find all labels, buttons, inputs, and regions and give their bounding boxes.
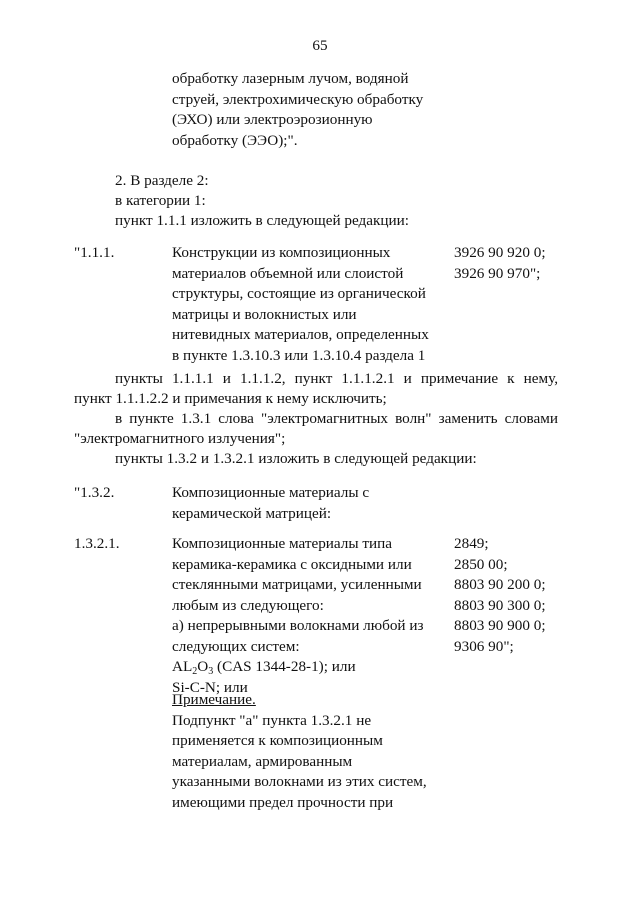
tnved-code: 3926 90 920 0;	[454, 244, 546, 261]
amendment-line: пункты 1.1.1.1 и 1.1.1.2, пункт 1.1.1.2.1 и примечание к нему,	[115, 370, 558, 387]
description-line: в пункте 1.3.10.3 или 1.3.10.4 раздела 1	[172, 346, 426, 364]
amendment-line: "электромагнитного излучения";	[74, 430, 286, 447]
item-code: 1.3.2.1.	[74, 535, 120, 552]
continuation-line: обработку лазерным лучом, водяной	[172, 70, 409, 87]
formula-subscript: 3	[208, 666, 214, 677]
description-line: структуры, состоящие из органической	[172, 285, 426, 302]
continuation-line: струей, электрохимическую обработку	[172, 90, 424, 108]
formula-part: AL	[172, 658, 193, 675]
description-line: Композиционные материалы с	[172, 484, 370, 501]
tnved-code: 2849;	[454, 535, 489, 552]
formula-subscript: 2	[192, 666, 198, 677]
note-line: материалам, армированным	[172, 752, 353, 770]
description-line: любым из следующего:	[172, 596, 324, 614]
section-heading: 2. В разделе 2:	[115, 172, 209, 189]
description-line: а) непрерывными волокнами любой из	[172, 617, 424, 634]
description-line: Композиционные материалы типа	[172, 535, 393, 552]
item-description	[172, 483, 369, 524]
note-line: применяется к композиционным	[172, 732, 383, 749]
instruction-text: пункт 1.1.1 изложить в следующей редакции:	[115, 212, 409, 229]
continuation-line: обработку (ЭЭО);".	[172, 131, 298, 149]
item-code: "1.1.1.	[74, 244, 115, 261]
item-description	[172, 534, 423, 698]
description-line: керамической матрицей:	[172, 504, 332, 522]
description-line: матрицы и волокнистых или	[172, 305, 357, 323]
tnved-code: 8803 90 300 0;	[454, 596, 546, 614]
tnved-codes	[454, 534, 546, 657]
description-line: материалов объемной или слоистой	[172, 264, 404, 282]
description-line: стеклянными матрицами, усиленными	[172, 576, 422, 593]
formula-part: (CAS 1344-28-1); или	[213, 658, 356, 675]
description-line: керамика-керамика с оксидными или	[172, 555, 412, 573]
page-number: 65	[312, 37, 328, 54]
description-line: Конструкции из композиционных	[172, 244, 391, 261]
note-line: указанными волокнами из этих систем,	[172, 773, 427, 790]
formula-line	[172, 657, 423, 678]
formula-part: O	[197, 658, 209, 675]
description-line: следующих систем:	[172, 637, 300, 655]
tnved-code: 8803 90 200 0;	[454, 576, 546, 593]
note-line: Подпункт "а" пункта 1.3.2.1 не	[172, 711, 372, 729]
note-block	[172, 690, 427, 813]
tnved-code: 8803 90 900 0;	[454, 617, 546, 634]
tnved-code: 2850 00;	[454, 555, 508, 573]
item-description	[172, 243, 429, 366]
note-line: имеющими предел прочности при	[172, 793, 394, 811]
continuation-text	[172, 69, 423, 151]
note-title: Примечание.	[172, 691, 256, 708]
description-line: нитевидных материалов, определенных	[172, 326, 429, 343]
amendment-line: пункты 1.3.2 и 1.3.2.1 изложить в следующей редакции:	[115, 450, 477, 467]
tnved-code: 9306 90";	[454, 637, 514, 655]
tnved-code: 3926 90 970";	[454, 264, 541, 282]
item-code: "1.3.2.	[74, 484, 115, 501]
continuation-line: (ЭХО) или электроэрозионную	[172, 111, 373, 128]
tnved-codes	[454, 243, 546, 284]
description-line: Si-C-N; или	[172, 678, 248, 696]
category-heading: в категории 1:	[115, 192, 206, 209]
amendment-line: пункт 1.1.1.2.2 и примечания к нему исключить;	[74, 390, 387, 407]
amendment-line: в пункте 1.3.1 слова "электромагнитных волн" заменить словами	[115, 410, 558, 427]
